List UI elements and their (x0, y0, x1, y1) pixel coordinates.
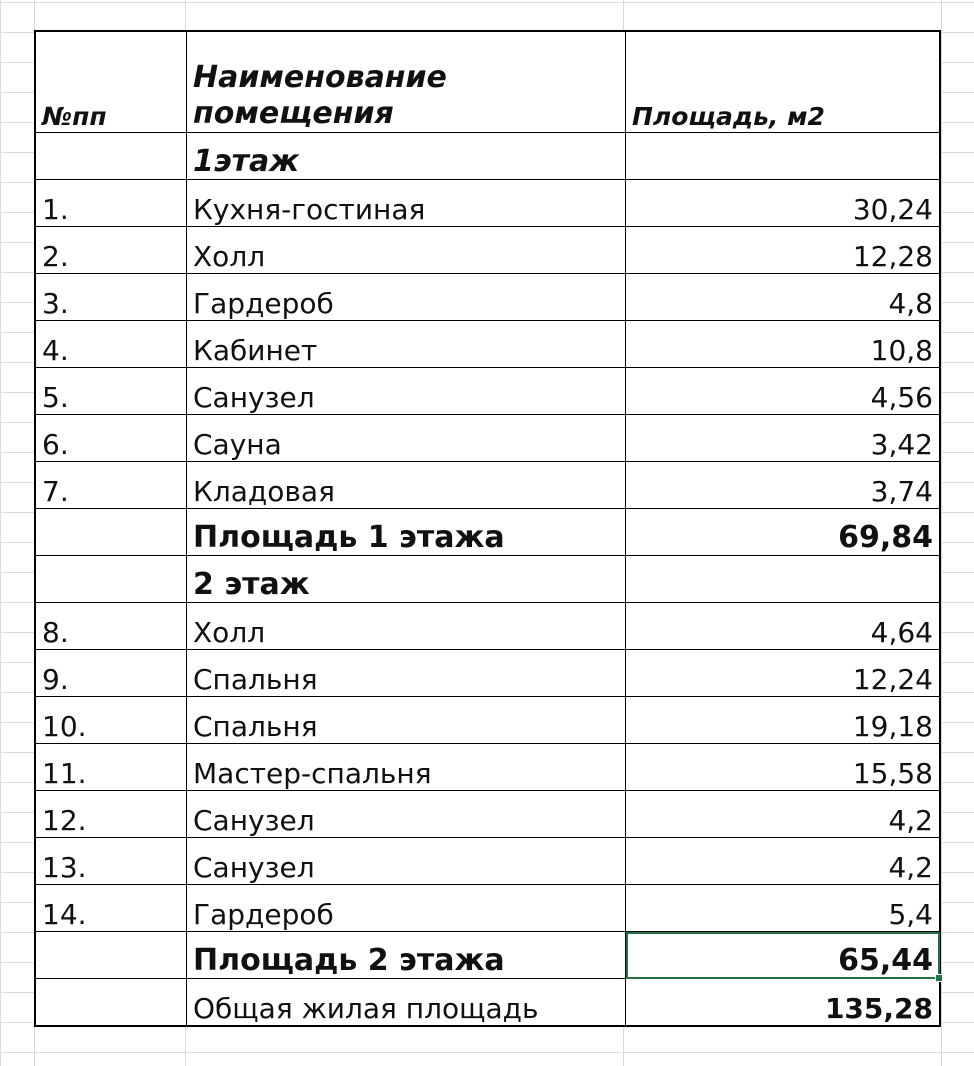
room-area-cell[interactable]: 15,58 (626, 744, 941, 791)
header-area-cell[interactable]: Площадь, м2 (626, 31, 941, 133)
room-area-cell[interactable]: 10,8 (626, 321, 941, 368)
room-num-cell[interactable]: 4. (35, 321, 187, 368)
room-name-cell[interactable]: Сауна (187, 415, 626, 462)
total-label-cell[interactable]: Общая жилая площадь (187, 979, 626, 1027)
table-row (35, 227, 940, 274)
room-area-cell[interactable]: 4,8 (626, 274, 941, 321)
room-num-cell[interactable]: 3. (35, 274, 187, 321)
room-area-cell[interactable]: 19,18 (626, 697, 941, 744)
floor-2-row (35, 556, 940, 603)
room-num-cell[interactable]: 2. (35, 227, 187, 274)
room-name-cell[interactable]: Санузел (187, 791, 626, 838)
table-row (35, 274, 940, 321)
room-area-cell[interactable]: 4,64 (626, 603, 941, 650)
room-num-cell[interactable]: 12. (35, 791, 187, 838)
table-row (35, 462, 940, 509)
subtotal-label-cell[interactable]: Площадь 1 этажа (187, 509, 626, 556)
table-row (35, 791, 940, 838)
room-num-cell[interactable]: 8. (35, 603, 187, 650)
subtotal-value-text: 65,44 (838, 942, 933, 978)
table-row (35, 368, 940, 415)
room-area-cell[interactable]: 5,4 (626, 885, 941, 932)
room-area-cell[interactable]: 3,74 (626, 462, 941, 509)
table-row (35, 650, 940, 697)
room-name-cell[interactable]: Санузел (187, 368, 626, 415)
header-num-cell[interactable]: №пп (35, 31, 187, 133)
floor-1-subtotal-row (35, 509, 940, 556)
room-name-cell[interactable]: Мастер-спальня (187, 744, 626, 791)
room-num-cell[interactable]: 7. (35, 462, 187, 509)
room-area-cell[interactable]: 4,2 (626, 838, 941, 885)
table-row (35, 415, 940, 462)
room-num-cell[interactable]: 9. (35, 650, 187, 697)
table-row (35, 180, 940, 227)
table-row (35, 321, 940, 368)
room-name-cell[interactable]: Холл (187, 227, 626, 274)
room-area-cell[interactable]: 4,2 (626, 791, 941, 838)
room-num-cell[interactable]: 14. (35, 885, 187, 932)
empty-cell[interactable] (35, 979, 187, 1027)
empty-cell[interactable] (626, 556, 941, 603)
table-row (35, 885, 940, 932)
room-area-table (34, 30, 941, 1027)
room-area-cell[interactable]: 12,24 (626, 650, 941, 697)
room-num-cell[interactable]: 13. (35, 838, 187, 885)
table-row (35, 744, 940, 791)
empty-cell[interactable] (626, 133, 941, 180)
table-row (35, 838, 940, 885)
room-num-cell[interactable]: 6. (35, 415, 187, 462)
table-row (35, 603, 940, 650)
room-area-cell[interactable]: 4,56 (626, 368, 941, 415)
floor-title-cell[interactable]: 1этаж (187, 133, 626, 180)
room-area-cell[interactable]: 12,28 (626, 227, 941, 274)
room-name-cell[interactable]: Санузел (187, 838, 626, 885)
total-value-cell[interactable]: 135,28 (626, 979, 941, 1027)
room-num-cell[interactable]: 5. (35, 368, 187, 415)
selected-cell[interactable] (626, 932, 941, 979)
room-area-cell[interactable]: 30,24 (626, 180, 941, 227)
header-name-cell[interactable]: Наименование помещения (187, 31, 626, 133)
empty-cell[interactable] (35, 932, 187, 979)
table-row (35, 697, 940, 744)
room-name-cell[interactable]: Кухня-гостиная (187, 180, 626, 227)
header-row (35, 31, 940, 133)
floor-2-subtotal-row (35, 932, 940, 979)
room-name-cell[interactable]: Кабинет (187, 321, 626, 368)
room-name-cell[interactable]: Гардероб (187, 885, 626, 932)
subtotal-value-cell[interactable]: 69,84 (626, 509, 941, 556)
fill-handle[interactable] (935, 974, 943, 982)
room-name-cell[interactable]: Кладовая (187, 462, 626, 509)
empty-cell[interactable] (35, 509, 187, 556)
subtotal-label-cell[interactable]: Площадь 2 этажа (187, 932, 626, 979)
empty-cell[interactable] (35, 133, 187, 180)
room-num-cell[interactable]: 10. (35, 697, 187, 744)
room-name-cell[interactable]: Холл (187, 603, 626, 650)
room-num-cell[interactable]: 11. (35, 744, 187, 791)
empty-cell[interactable] (35, 556, 187, 603)
total-row (35, 979, 940, 1027)
floor-title-cell[interactable]: 2 этаж (187, 556, 626, 603)
room-num-cell[interactable]: 1. (35, 180, 187, 227)
room-name-cell[interactable]: Гардероб (187, 274, 626, 321)
room-area-cell[interactable]: 3,42 (626, 415, 941, 462)
room-name-cell[interactable]: Спальня (187, 650, 626, 697)
room-name-cell[interactable]: Спальня (187, 697, 626, 744)
floor-1-row (35, 133, 940, 180)
